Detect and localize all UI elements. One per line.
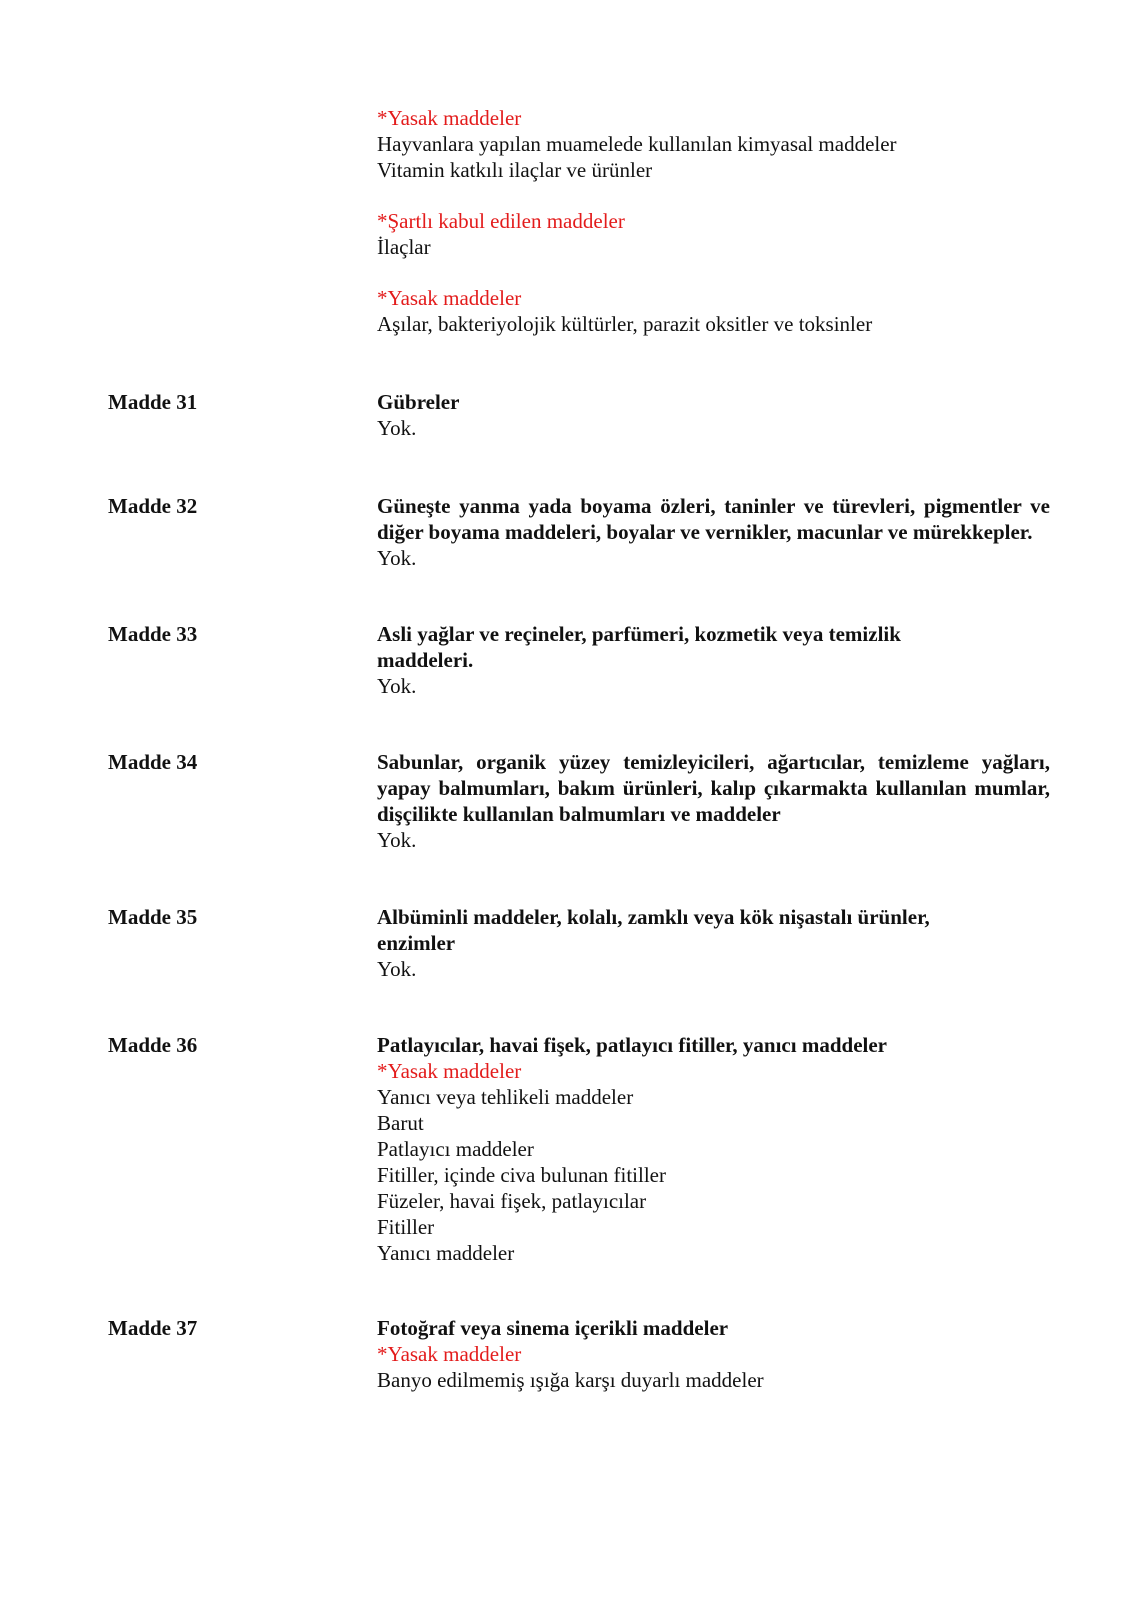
list-item: Banyo edilmemiş ışığa karşı duyarlı maddeler [377, 1368, 764, 1392]
article-label-33: Madde 33 [108, 622, 198, 646]
list-item: Füzeler, havai fişek, patlayıcılar [377, 1189, 647, 1213]
article-text: Yok. [377, 828, 417, 852]
article-title: Sabunlar, organik yüzey temizleyicileri, ağartıcılar, temizleme yağları, yapay balmumları, bakım ürünleri, kalıp çıkarmakta kullanılan mumlar, dişçilikte kullanılan balmumları ve maddeler [377, 750, 1050, 826]
list-item: Patlayıcı maddeler [377, 1137, 534, 1161]
prohibited-heading: *Yasak maddeler [377, 106, 522, 130]
article-body-34 [377, 749, 1050, 853]
article-label-34: Madde 34 [108, 750, 198, 774]
list-item: İlaçlar [377, 235, 431, 259]
article-title: Güneşte yanma yada boyama özleri, taninler ve türevleri, pigmentler ve diğer boyama maddeleri, boyalar ve vernikler, macunlar ve mürekkepler. [377, 494, 1050, 544]
prohibited-group-1 [377, 105, 1050, 183]
article-text: Yok. [377, 416, 417, 440]
prohibited-heading: *Yasak maddeler [377, 286, 522, 310]
conditional-group [377, 208, 1050, 260]
prohibited-group-2 [377, 285, 1050, 337]
list-item: Fitiller, içinde civa bulunan fitiller [377, 1163, 666, 1187]
article-title: Albüminli maddeler, kolalı, zamklı veya kök nişastalı ürünler, [377, 905, 930, 929]
article-title: Gübreler [377, 390, 460, 414]
list-item: Aşılar, bakteriyolojik kültürler, parazit oksitler ve toksinler [377, 312, 873, 336]
article-body-37 [377, 1315, 1050, 1393]
article-title: Patlayıcılar, havai fişek, patlayıcı fitiller, yanıcı maddeler [377, 1033, 887, 1057]
article-label-35: Madde 35 [108, 905, 198, 929]
list-item: Fitiller [377, 1215, 435, 1239]
list-item: Yanıcı maddeler [377, 1241, 515, 1265]
article-body-31 [377, 389, 1050, 441]
article-title: Fotoğraf veya sinema içerikli maddeler [377, 1316, 729, 1340]
prohibited-heading: *Yasak maddeler [377, 1059, 522, 1083]
article-title: maddeleri. [377, 648, 474, 672]
list-item: Yanıcı veya tehlikeli maddeler [377, 1085, 634, 1109]
article-body-35 [377, 904, 1050, 982]
article-label-37: Madde 37 [108, 1316, 198, 1340]
article-label-32: Madde 32 [108, 494, 198, 518]
article-body-32 [377, 493, 1050, 571]
article-label-31: Madde 31 [108, 390, 198, 414]
article-text: Yok. [377, 957, 417, 981]
list-item: Barut [377, 1111, 424, 1135]
article-body-33 [377, 621, 1050, 699]
list-item: Hayvanlara yapılan muamelede kullanılan kimyasal maddeler [377, 132, 897, 156]
article-title: enzimler [377, 931, 456, 955]
list-item: Vitamin katkılı ilaçlar ve ürünler [377, 158, 653, 182]
article-body-36 [377, 1032, 1050, 1266]
article-text: Yok. [377, 674, 417, 698]
article-label-36: Madde 36 [108, 1033, 198, 1057]
article-text: Yok. [377, 546, 417, 570]
conditional-heading: *Şartlı kabul edilen maddeler [377, 209, 625, 233]
article-title: Asli yağlar ve reçineler, parfümeri, kozmetik veya temizlik [377, 622, 901, 646]
prohibited-heading: *Yasak maddeler [377, 1342, 522, 1366]
